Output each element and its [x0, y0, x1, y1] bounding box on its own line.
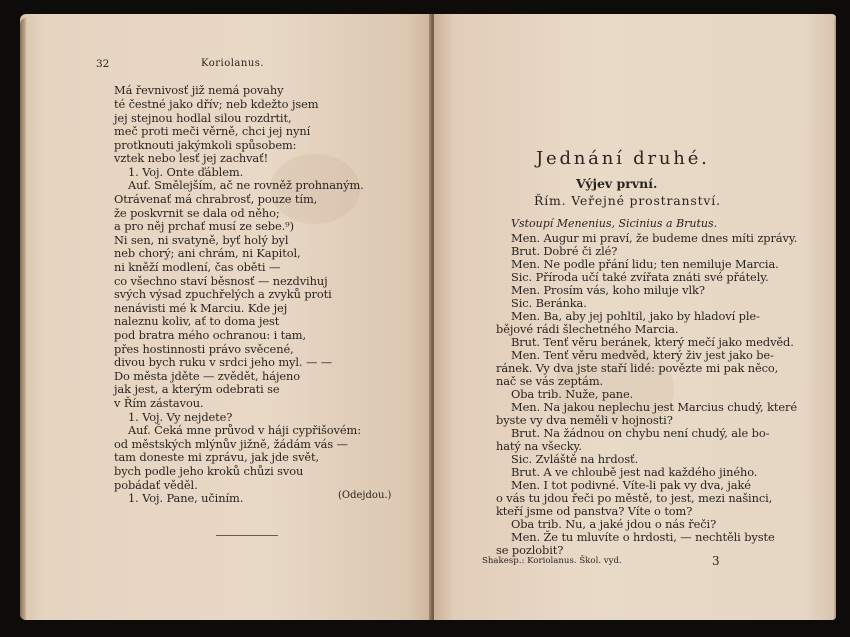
act-title: Jednání druhé. [536, 148, 710, 169]
dialogue-line: hatý na všecky. [496, 439, 582, 453]
dialogue-line: se pozlobit? [496, 543, 564, 557]
dialogue-line: nač se vás zeptám. [496, 374, 604, 388]
verse-line: meč proti meči věrně, chci jej nyní [114, 124, 311, 138]
dialogue-line: Men. Že tu mluvíte o hrdosti, — nechtěli byste [511, 530, 775, 544]
dialogue-line: Sic. Beránka. [511, 296, 587, 310]
right-page [434, 14, 836, 620]
page-number: 32 [96, 58, 110, 70]
running-title: Koriolanus. [201, 58, 265, 69]
verse-line: pod bratra mého ochranou: i tam, [114, 328, 307, 342]
left-page [20, 14, 432, 620]
scene-place: Řím. Veřejné prostranství. [534, 193, 721, 208]
verse-line: ni kněží modlení, čas oběti — [114, 260, 281, 274]
dialogue-line: Brut. Na žádnou on chybu není chudý, ale bo- [511, 426, 770, 440]
verse-line: Otrávenať má chrabrosť, pouze tím, [114, 192, 318, 206]
verse-line: Do města jděte — zvědět, hájeno [114, 369, 301, 383]
verse-line: Má řevnivosť již nemá povahy [114, 83, 284, 97]
stage-exit: (Odejdou.) [338, 490, 392, 501]
verse-line: Ni sen, ni svatyně, byť holý byl [114, 233, 289, 247]
stage-direction: Vstoupí Menenius, Sicinius a Brutus. [511, 217, 718, 230]
dialogue-line: Men. Tenť věru medvěd, který živ jest jako be- [511, 348, 774, 362]
verse-line: a pro něj prchať musí ze sebe.⁹) [114, 219, 294, 233]
verse-line: nenávisti mé k Marciu. Kde jej [114, 301, 288, 315]
dialogue-line: Brut. A ve chloubě jest nad každého jiného. [511, 465, 758, 479]
verse-line: protknouti jakýmkoli spůsobem: [114, 138, 297, 152]
speech-line: 1. Voj. Vy nejdete? [128, 410, 233, 424]
end-rule [216, 535, 278, 536]
footer-note: Shakesp.: Koriolanus. Škol. vyd. [482, 556, 622, 566]
verse-line: té čestné jako dřív; neb kdežto jsem [114, 97, 319, 111]
scene-title: Výjev první. [576, 176, 658, 191]
dialogue-line: Oba trib. Nu, a jaké jdou o nás řeči? [511, 517, 717, 531]
verse-line: že poskvrnit se dala od něho; [114, 206, 280, 220]
speech-line: Auf. Smělejším, ač ne rovněž prohnaným. [128, 178, 364, 192]
verse-line: přes hostinnosti právo svěcené, [114, 342, 294, 356]
verse-line: pobádať věděl. [114, 478, 198, 492]
open-book [14, 14, 836, 626]
dialogue-line: Men. Ba, aby jej pohltil, jako by hladoví ple- [511, 309, 760, 323]
dialogue-line: ránek. Vy dva jste staří lidé: povězte mi pak něco, [496, 361, 779, 375]
dialogue-line: Brut. Dobré či zlé? [511, 244, 618, 258]
verse-line: tam doneste mi zprávu, jak jde svět, [114, 450, 320, 464]
right-page-edge [834, 18, 836, 620]
verse-line: divou bych ruku v srdci jeho myl. — — [114, 355, 333, 369]
speech-line: 1. Voj. Onte ďáblem. [128, 165, 244, 179]
verse-line: jak jest, a kterým odebrati se [114, 382, 280, 396]
speech-line: Auf. Čeká mne průvod v háji cypřišovém: [128, 423, 361, 437]
dialogue-line: Men. Na jakou neplechu jest Marcius chudý, které [511, 400, 797, 414]
speech-line: 1. Voj. Pane, učiním. [128, 491, 244, 505]
dialogue-line: bějové rádi šlechetného Marcia. [496, 322, 679, 336]
dialogue-line: kteří jsme od panstva? Víte o tom? [496, 504, 693, 518]
verse-line: od městských mlýnův jižně, žádám vás — [114, 437, 348, 451]
dialogue-line: Men. Ne podle přání lidu; ten nemiluje Marcia. [511, 257, 779, 271]
verse-line: naleznu koliv, ať to doma jest [114, 314, 280, 328]
dialogue-line: Sic. Zvláště na hrdosť. [511, 452, 639, 466]
signature-mark: 3 [712, 554, 720, 568]
dialogue-line: o vás tu jdou řeči po městě, to jest, mezi našinci, [496, 491, 773, 505]
dialogue-line: Men. Augur mi praví, že budeme dnes míti zprávy. [511, 231, 798, 245]
dialogue-line: Oba trib. Nuže, pane. [511, 387, 634, 401]
verse-line: jej stejnou hodlal silou rozdrtit, [114, 111, 292, 125]
dialogue-line: Men. I tot podivné. Víte-li pak vy dva, jaké [511, 478, 751, 492]
dialogue-line: Men. Prosím vás, koho miluje vlk? [511, 283, 705, 297]
left-page-edge [20, 18, 26, 620]
dialogue-line: Sic. Příroda učí také zvířata znáti své přátely. [511, 270, 769, 284]
dialogue-line: byste vy dva neměli v hojnosti? [496, 413, 673, 427]
verse-line: svých výsad zpuchřelých a zvyků proti [114, 287, 332, 301]
verse-line: vztek nebo lesť jej zachvať! [114, 151, 269, 165]
verse-line: neb chorý; ani chrám, ni Kapitol, [114, 246, 301, 260]
dialogue-line: Brut. Tenť věru beránek, který mečí jako medvěd. [511, 335, 794, 349]
verse-line: co všechno staví běsnosť — nezdvihuj [114, 274, 328, 288]
verse-line: bych podle jeho kroků chůzi svou [114, 464, 304, 478]
verse-line: v Řím zástavou. [114, 396, 204, 410]
